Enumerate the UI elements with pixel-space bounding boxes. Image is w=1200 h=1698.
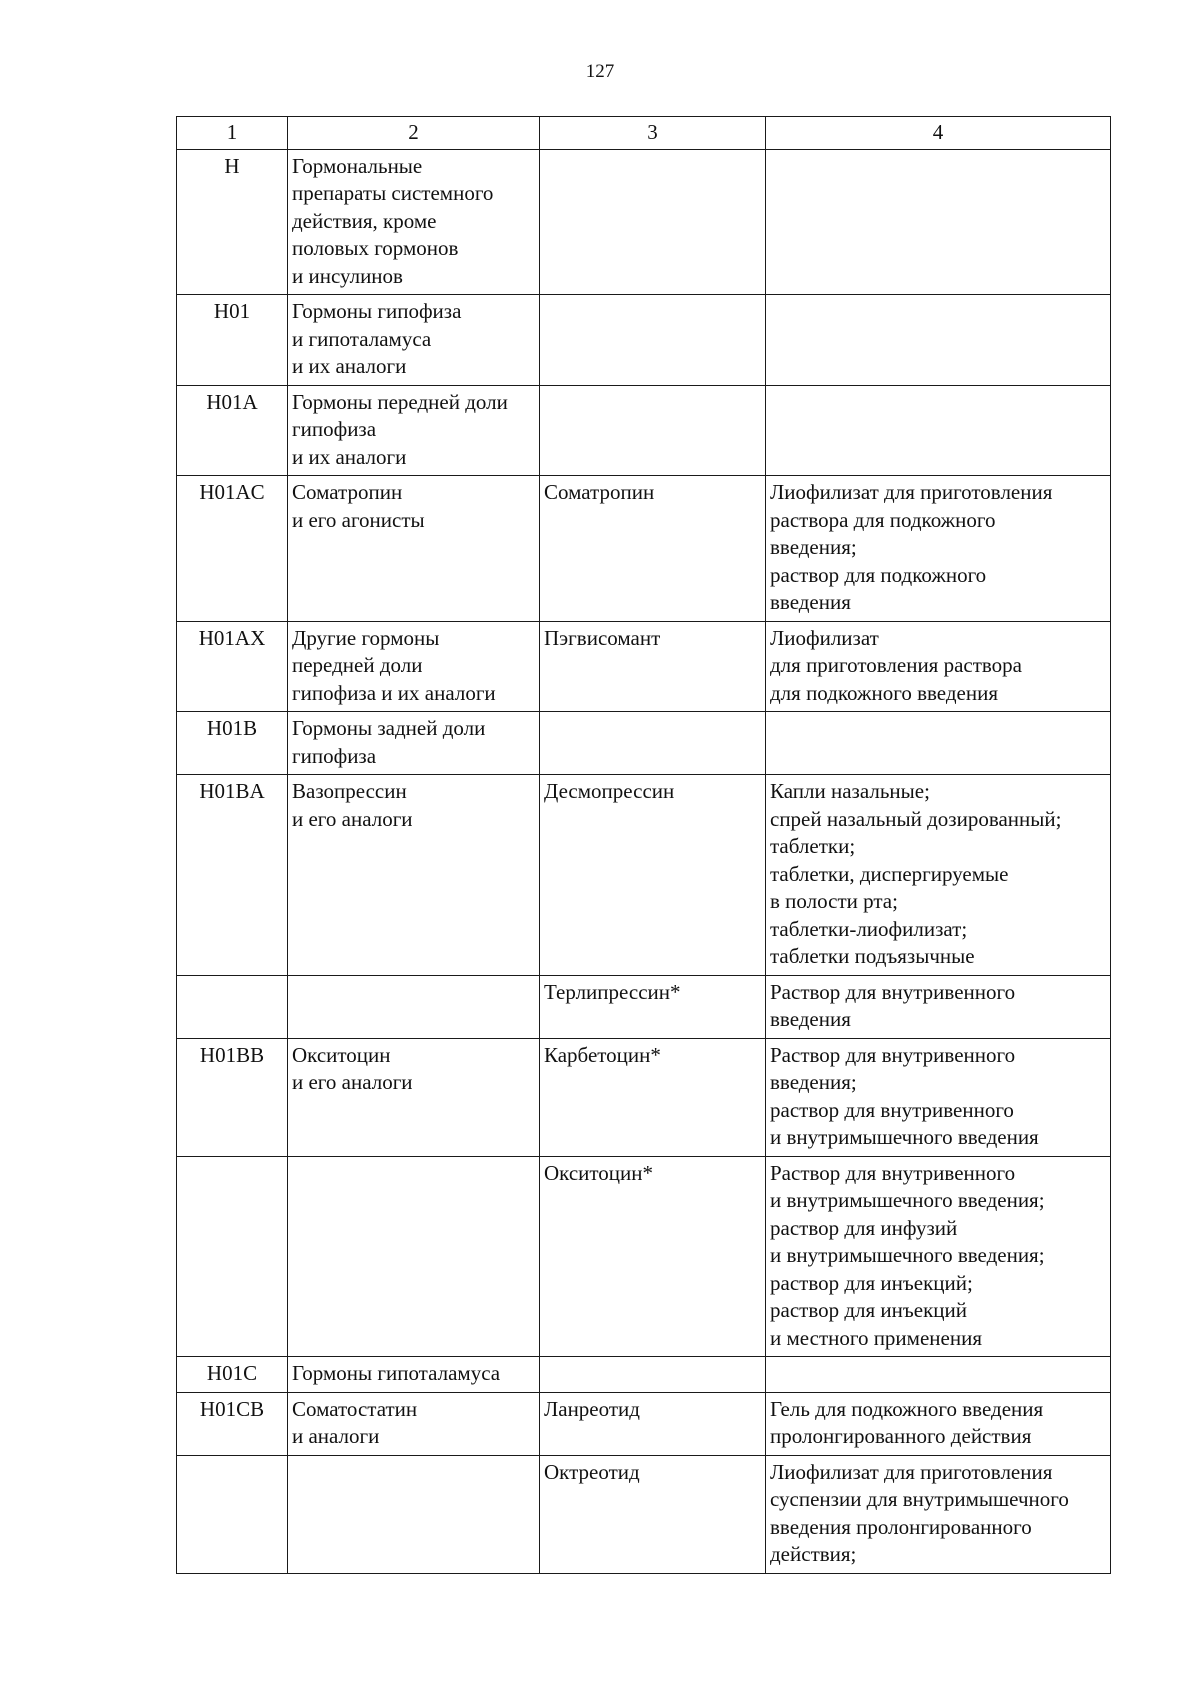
drug-name-cell xyxy=(540,712,766,775)
dosage-forms-cell xyxy=(766,712,1111,775)
anatomic-group-cell xyxy=(288,975,540,1038)
atc-code-cell xyxy=(177,1455,288,1573)
cell-text-line: передней доли xyxy=(292,653,423,677)
dosage-forms-cell xyxy=(766,775,1111,976)
atc-code-cell: H01C xyxy=(177,1357,288,1393)
cell-text-line: введения xyxy=(770,1007,851,1031)
cell-text-line: раствор для инъекций xyxy=(770,1298,967,1322)
cell-text-line: половых гормонов xyxy=(292,236,459,260)
cell-text-line: Гормоны передней доли xyxy=(292,389,508,414)
cell-text-line: спрей назальный дозированный; xyxy=(770,806,1062,831)
cell-text-line: гипофиза xyxy=(292,417,377,441)
anatomic-group-cell xyxy=(288,1392,540,1455)
cell-text-line: введения xyxy=(770,590,851,614)
table-row xyxy=(177,975,1111,1038)
atc-code-cell xyxy=(177,975,288,1038)
cell-text-line: Раствор для внутривенного xyxy=(770,1160,1016,1185)
cell-text-line: раствор для инфузий xyxy=(770,1215,958,1240)
cell-text-line: Раствор для внутривенного xyxy=(770,979,1016,1004)
table-row xyxy=(177,1455,1111,1573)
cell-text-line: Карбетоцин* xyxy=(544,1042,661,1067)
cell-text-line: Гель для подкожного введения xyxy=(770,1396,1044,1421)
table-row xyxy=(177,295,1111,386)
table-row xyxy=(177,1038,1111,1156)
table-row xyxy=(177,775,1111,976)
atc-code-cell: H01BA xyxy=(177,775,288,976)
cell-text-line: Соматропин xyxy=(292,480,403,504)
cell-text-line: и их аналоги xyxy=(292,354,407,378)
cell-text-line: Гормоны гипофиза xyxy=(292,299,462,323)
cell-text-line: препараты системного xyxy=(292,181,494,205)
drug-name-cell xyxy=(540,1357,766,1393)
cell-text-line: действия, кроме xyxy=(292,208,437,233)
anatomic-group-cell xyxy=(288,621,540,712)
dosage-forms-cell xyxy=(766,295,1111,386)
cell-text-line: Терлипрессин* xyxy=(544,979,681,1004)
cell-text-line: раствора для подкожного xyxy=(770,507,996,532)
cell-text-line: и аналоги xyxy=(292,1424,380,1448)
dosage-forms-cell xyxy=(766,1357,1111,1393)
cell-text-line: гипофиза и их аналоги xyxy=(292,680,496,705)
dosage-forms-cell xyxy=(766,621,1111,712)
anatomic-group-cell xyxy=(288,295,540,386)
column-header: 4 xyxy=(766,117,1111,150)
cell-text-line: суспензии для внутримышечного xyxy=(770,1487,1069,1511)
cell-text-line: Октреотид xyxy=(544,1459,640,1484)
cell-text-line: Окситоцин xyxy=(292,1042,391,1067)
drug-name-cell xyxy=(540,476,766,622)
cell-text-line: раствор для внутривенного xyxy=(770,1097,1014,1122)
table-row xyxy=(177,149,1111,295)
table-row xyxy=(177,712,1111,775)
dosage-forms-cell xyxy=(766,1392,1111,1455)
drug-name-cell xyxy=(540,1038,766,1156)
dosage-forms-cell xyxy=(766,975,1111,1038)
page-number: 127 xyxy=(585,61,615,82)
drug-name-cell xyxy=(540,1156,766,1357)
cell-text-line: и его аналоги xyxy=(292,1070,413,1094)
cell-text-line: таблетки-лиофилизат; xyxy=(770,916,968,941)
anatomic-group-cell xyxy=(288,1156,540,1357)
cell-text-line: Десмопрессин xyxy=(544,779,675,803)
cell-text-line: и их аналоги xyxy=(292,444,407,469)
anatomic-group-cell xyxy=(288,385,540,476)
drug-name-cell xyxy=(540,385,766,476)
atc-code-cell: H01AC xyxy=(177,476,288,622)
cell-text-line: введения; xyxy=(770,1070,857,1094)
cell-text-line: таблетки; xyxy=(770,834,856,858)
cell-text-line: введения; xyxy=(770,535,857,559)
cell-text-line: и внутримышечного введения; xyxy=(770,1243,1045,1267)
drug-name-cell xyxy=(540,1392,766,1455)
cell-text-line: Пэгвисомант xyxy=(544,625,661,650)
atc-code-cell: H01 xyxy=(177,295,288,386)
drug-name-cell xyxy=(540,775,766,976)
cell-text-line: Гормоны задней доли xyxy=(292,716,486,740)
cell-text-line: и его агонисты xyxy=(292,507,425,532)
cell-text-line: Лиофилизат xyxy=(770,625,879,650)
cell-text-line: пролонгированного действия xyxy=(770,1424,1032,1448)
cell-text-line: таблетки, диспергируемые xyxy=(770,861,1009,886)
cell-text-line: действия; xyxy=(770,1542,857,1566)
drug-name-cell xyxy=(540,149,766,295)
cell-text-line: Соматропин xyxy=(544,480,655,504)
table-row xyxy=(177,621,1111,712)
anatomic-group-cell xyxy=(288,712,540,775)
cell-text-line: и местного применения xyxy=(770,1325,982,1350)
table-row xyxy=(177,1392,1111,1455)
cell-text-line: Вазопрессин xyxy=(292,779,407,803)
atc-code-cell: H xyxy=(177,149,288,295)
table-row xyxy=(177,1357,1111,1393)
atc-code-cell: H01A xyxy=(177,385,288,476)
cell-text-line: Капли назальные; xyxy=(770,779,930,803)
column-header: 2 xyxy=(288,117,540,150)
dosage-forms-cell xyxy=(766,476,1111,622)
cell-text-line: таблетки подъязычные xyxy=(770,944,975,968)
drug-name-cell xyxy=(540,975,766,1038)
table-row xyxy=(177,476,1111,622)
drug-name-cell xyxy=(540,1455,766,1573)
drug-name-cell xyxy=(540,295,766,386)
cell-text-line: раствор для подкожного xyxy=(770,562,987,587)
cell-text-line: раствор для инъекций; xyxy=(770,1270,973,1295)
cell-text-line: Ланреотид xyxy=(544,1396,640,1421)
cell-text-line: Окситоцин* xyxy=(544,1160,654,1185)
anatomic-group-cell xyxy=(288,476,540,622)
cell-text-line: и инсулинов xyxy=(292,263,403,288)
anatomic-group-cell xyxy=(288,149,540,295)
cell-text-line: и внутримышечного введения xyxy=(770,1125,1039,1149)
table-body xyxy=(177,149,1111,1573)
cell-text-line: Раствор для внутривенного xyxy=(770,1042,1016,1067)
dosage-forms-cell xyxy=(766,1038,1111,1156)
cell-text-line: Гормоны гипоталамуса xyxy=(292,1361,501,1385)
cell-text-line: Лиофилизат для приготовления xyxy=(770,480,1053,504)
dosage-forms-cell xyxy=(766,1455,1111,1573)
cell-text-line: Соматостатин xyxy=(292,1396,418,1421)
dosage-forms-cell xyxy=(766,1156,1111,1357)
atc-code-cell: H01B xyxy=(177,712,288,775)
drug-name-cell xyxy=(540,621,766,712)
dosage-forms-cell xyxy=(766,149,1111,295)
cell-text-line: введения пролонгированного xyxy=(770,1514,1032,1539)
atc-code-cell: H01BB xyxy=(177,1038,288,1156)
cell-text-line: и гипоталамуса xyxy=(292,326,432,351)
cell-text-line: и его аналоги xyxy=(292,806,413,831)
cell-text-line: для подкожного введения xyxy=(770,680,998,705)
anatomic-group-cell xyxy=(288,1357,540,1393)
cell-text-line: для приготовления раствора xyxy=(770,653,1022,677)
atc-code-cell: H01AX xyxy=(177,621,288,712)
anatomic-group-cell xyxy=(288,1455,540,1573)
cell-text-line: Лиофилизат для приготовления xyxy=(770,1459,1053,1484)
table-row xyxy=(177,385,1111,476)
column-header: 3 xyxy=(540,117,766,150)
header-row xyxy=(177,117,1111,150)
anatomic-group-cell xyxy=(288,1038,540,1156)
anatomic-group-cell xyxy=(288,775,540,976)
table-row xyxy=(177,1156,1111,1357)
cell-text-line: и внутримышечного введения; xyxy=(770,1188,1045,1212)
dosage-forms-cell xyxy=(766,385,1111,476)
medication-table xyxy=(176,116,1111,1574)
cell-text-line: гипофиза xyxy=(292,743,377,768)
atc-code-cell xyxy=(177,1156,288,1357)
column-header: 1 xyxy=(177,117,288,150)
table-header xyxy=(177,117,1111,150)
cell-text-line: Гормональные xyxy=(292,153,423,178)
cell-text-line: Другие гормоны xyxy=(292,625,440,650)
atc-code-cell: H01CB xyxy=(177,1392,288,1455)
cell-text-line: в полости рта; xyxy=(770,889,898,913)
